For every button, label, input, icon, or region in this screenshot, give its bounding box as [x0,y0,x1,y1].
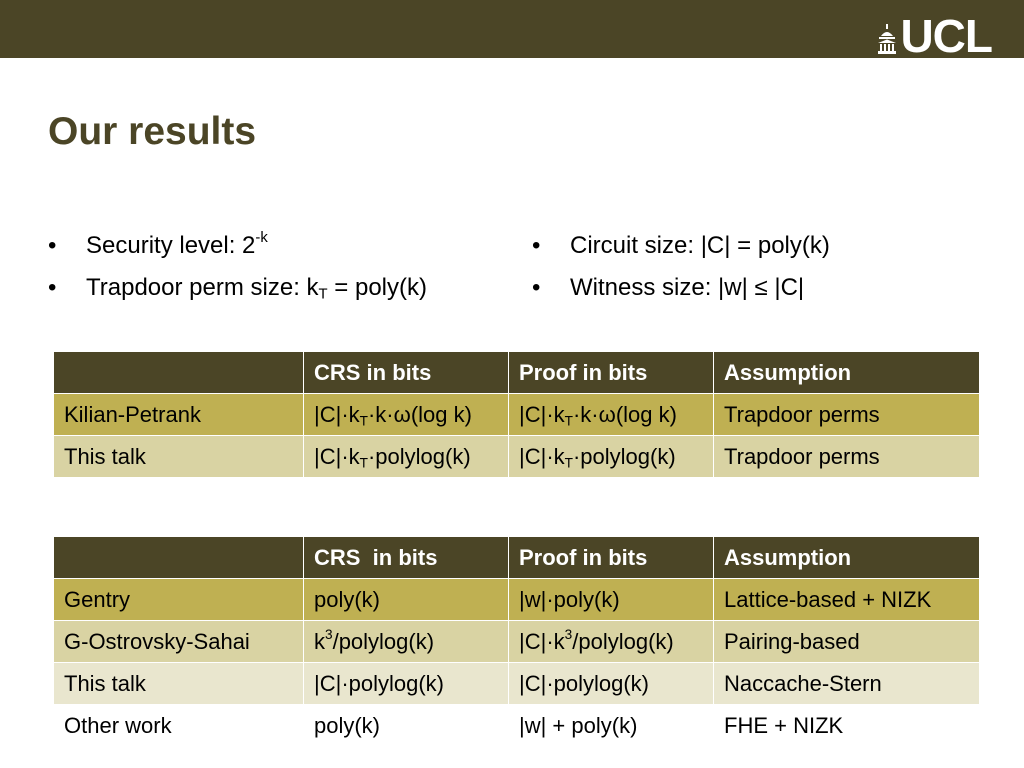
assumption: Lattice-based + NIZK [714,579,980,621]
scheme-name: Kilian-Petrank [54,394,304,436]
logo-text: UCL [900,10,992,62]
scheme-name: Gentry [54,579,304,621]
header-cell: CRS in bits [304,537,509,579]
scheme-name: This talk [54,663,304,705]
header-bar [0,0,1024,62]
header-cell: Assumption [714,537,980,579]
header-cell [54,537,304,579]
header-cell: Proof in bits [509,537,714,579]
proof-size: $|C|\cdot k_T\cdot polylog(k)$ [509,436,714,478]
scheme-name: Other work [54,705,304,747]
table-row [54,621,980,663]
scheme-name: G-Ostrovsky-Sahai [54,621,304,663]
ucl-logo [878,10,992,62]
header-cell [54,352,304,394]
crs-size: $|C|\cdot k_T\cdot polylog(k)$ [304,436,509,478]
bullet-witness-size: • Witness size: |w| ≤ |C| [532,270,830,312]
proof-size: $|C|\cdot k^3/polylog(k)$ [509,621,714,663]
crs-size: poly(k) [304,705,509,747]
portico-icon [878,24,896,54]
table-row [54,436,980,478]
bullet-circuit-size: • Circuit size: |C| = poly(k) [532,228,830,270]
bullet-list-right [532,228,830,312]
crs-size: $|C|\cdot k_T\cdot k\cdot\omega(\log$ k) [304,394,509,436]
proof-size: $|C|\cdot k_T\cdot k\cdot\omega(\log$ k) [509,394,714,436]
table-row [54,579,980,621]
header-cell: Assumption [714,352,980,394]
proof-size: |w|·poly(k) [509,579,714,621]
page-title: Our results [48,110,257,153]
crs-size: |C|·polylog(k) [304,663,509,705]
assumption: Naccache-Stern [714,663,980,705]
header-cell: CRS in bits [304,352,509,394]
assumption: Trapdoor perms [714,436,980,478]
bullet-list-left [48,228,427,312]
bullet-trapdoor-size: • Trapdoor perm size: $k_T$ = poly(k) [48,270,427,312]
assumption: Pairing-based [714,621,980,663]
proof-size: |w| + poly(k) [509,705,714,747]
crs-size: poly(k) [304,579,509,621]
header-cell: Proof in bits [509,352,714,394]
assumption: FHE + NIZK [714,705,980,747]
bullet-security-level: • Security level: $2^{-k}$ [48,228,427,270]
table-header-row [54,352,980,394]
comparison-table-trapdoor [53,352,980,478]
table-row [54,663,980,705]
scheme-name: This talk [54,436,304,478]
crs-size: $k^3/polylog(k)$ [304,621,509,663]
proof-size: |C|·polylog(k) [509,663,714,705]
table-row [54,705,980,747]
comparison-table-other [53,537,980,747]
table-header-row [54,537,980,579]
table-row [54,394,980,436]
assumption: Trapdoor perms [714,394,980,436]
